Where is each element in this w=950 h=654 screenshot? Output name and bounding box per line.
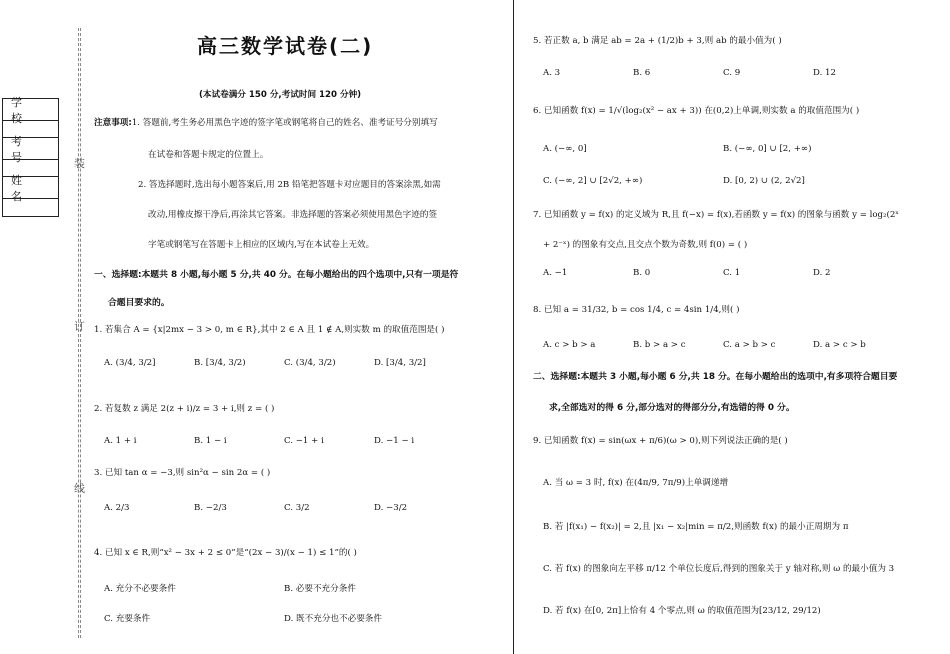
option: A. c > b > a [543,340,596,350]
option: A. 2/3 [104,503,130,513]
exam-subtitle: (本试卷满分 150 分,考试时间 120 分钟) [199,90,362,100]
option: D. [0, 2) ∪ (2, 2√2] [723,176,805,186]
notice-line: 改动,用橡皮擦干净后,再涂其它答案。非选择题的答案必须使用黑色字迹的签 [148,210,438,220]
question-stem: 2. 若复数 z 满足 2(z + i)/z = 3 + i,则 z = ( ) [94,404,275,414]
school-label: 学 校 [3,99,58,121]
exam-number-label: 考 号 [3,138,58,160]
notice-line: 在试卷和答题卡规定的位置上。 [148,150,269,160]
option: D. 若 f(x) 在[0, 2π]上恰有 4 个零点,则 ω 的取值范围为[23/12, 29/12) [543,606,821,616]
notice-block [94,116,438,128]
option: B. −2/3 [194,503,227,513]
option: B. (−∞, 0] ∪ [2, +∞) [723,144,812,154]
question-stem: 9. 已知函数 f(x) = sin(ωx + π/6)(ω > 0),则下列说法正确的是( ) [533,436,788,446]
question-stem: 3. 已知 tan α = −3,则 sin²α − sin 2α = ( ) [94,468,271,478]
question-stem: 8. 已知 a = 31/32, b = cos 1/4, c = 4sin 1/4,则( ) [533,305,740,315]
student-info-table [2,95,59,217]
option: A. 当 ω = 3 时, f(x) 在(4π/9, 7π/9)上单调递增 [543,478,729,488]
option: D. [3/4, 3/2] [374,358,426,368]
option: C. 1 [723,268,741,278]
option: C. 9 [723,68,741,78]
option: C. 若 f(x) 的图象向左平移 π/12 个单位长度后,得到的图象关于 y 轴对称,则 ω 的最小值为 3 [543,564,895,574]
section-heading: 二、选择题:本题共 3 小题,每小题 6 分,共 18 分。在每小题给出的选项中,有多项符合题目要 [533,372,898,382]
option: D. −1 − i [374,436,415,446]
page-title: 高三数学试卷(二) [197,34,374,58]
option: B. b > a > c [633,340,686,350]
option: C. a > b > c [723,340,776,350]
section-heading: 一、选择题:本题共 8 小题,每小题 5 分,共 40 分。在每小题给出的四个选项中,只有一项是符 [94,270,459,280]
column-divider [513,0,514,654]
notice-line: 字笔或钢笔写在答题卡上相应的区域内,写在本试卷上无效。 [148,240,375,250]
option: B. 0 [633,268,651,278]
option: C. 3/2 [284,503,310,513]
binding-mark-zhuang: 装 [74,157,85,170]
section-heading: 合题目要求的。 [108,298,170,308]
question-stem: 7. 已知函数 y = f(x) 的定义域为 R,且 f(−x) = f(x),若函数 y = f(x) 的图象与函数 y = log₂(2ˣ [533,210,899,220]
name-label: 姓 名 [3,177,58,199]
question-stem: 5. 若正数 a, b 满足 ab = 2a + (1/2)b + 3,则 ab 的最小值为( ) [533,36,782,46]
option: C. (3/4, 3/2) [284,358,336,368]
question-stem-continued: + 2⁻ˣ) 的图象有交点,且交点个数为奇数,则 f(0) = ( ) [543,240,748,250]
question-stem: 6. 已知函数 f(x) = 1/√(log₂(x² − ax + 3)) 在(0,2)上单调,则实数 a 的取值范围为( ) [533,106,860,116]
option: B. 6 [633,68,651,78]
option: A. 充分不必要条件 [104,584,176,594]
option: D. −3/2 [374,503,408,513]
question-stem: 4. 已知 x ∈ R,则“x² − 3x + 2 ≤ 0”是“(2x − 3)/(x − 1) ≤ 1”的( ) [94,548,357,558]
option: D. 12 [813,68,836,78]
option: D. 2 [813,268,831,278]
notice-line: 2. 答选择题时,选出每小题答案后,用 2B 铅笔把答题卡对应题目的答案涂黑,如需 [138,180,441,190]
notice-label: 注意事项: [94,118,132,128]
option: B. 必要不充分条件 [284,584,356,594]
option: A. 1 + i [104,436,137,446]
question-stem: 1. 若集合 A = {x|2mx − 3 > 0, m ∈ R},其中 2 ∈ A 且 1 ∉ A,则实数 m 的取值范围是( ) [94,325,445,335]
option: C. (−∞, 2] ∪ [2√2, +∞) [543,176,643,186]
option: C. 充要条件 [104,614,151,624]
option: D. a > c > b [813,340,866,350]
section-heading: 求,全部选对的得 6 分,部分选对的得部分分,有选错的得 0 分。 [549,403,795,413]
option: B. 若 |f(x₁) − f(x₂)| = 2,且 |x₁ − x₂|min = π/2,则函数 f(x) 的最小正周期为 π [543,522,849,532]
option: C. −1 + i [284,436,324,446]
binding-mark-ding: 订 [74,320,85,333]
notice-line: 1. 答题前,考生务必用黑色字迹的签字笔或钢笔将自己的姓名、准考证号分别填写 [131,118,438,128]
option: B. [3/4, 3/2) [194,358,246,368]
binding-mark-xian: 线 [74,482,85,495]
option: D. 既不充分也不必要条件 [284,614,382,624]
option: A. (3/4, 3/2] [104,358,156,368]
option: A. 3 [543,68,561,78]
option: B. 1 − i [194,436,227,446]
option: A. (−∞, 0] [543,144,587,154]
option: A. −1 [543,268,568,278]
